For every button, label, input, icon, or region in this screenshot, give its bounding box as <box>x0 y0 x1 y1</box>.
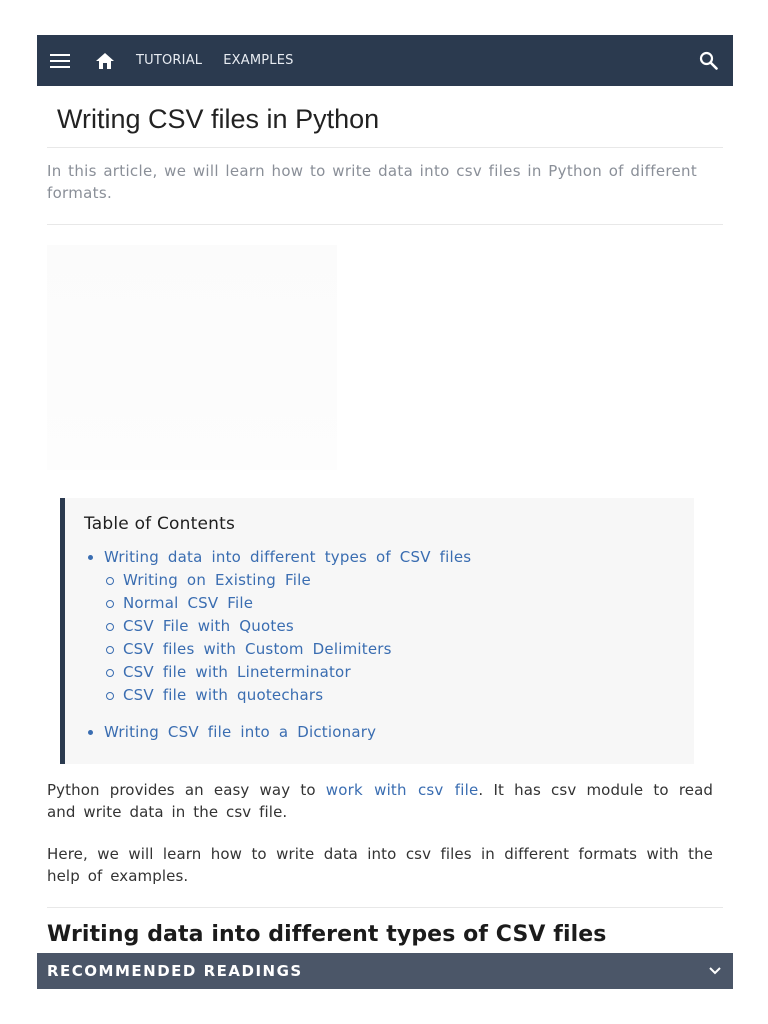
toc-link-existing-file[interactable]: Writing on Existing File <box>123 571 311 589</box>
paragraph-formats: Here, we will learn how to write data into csv files in different formats with the help of examples. <box>47 845 713 885</box>
toc-spacer <box>84 707 675 721</box>
paragraph-text: . It has csv module to read and write data in the csv file. <box>47 781 714 821</box>
title-divider <box>47 147 723 148</box>
section-heading: Writing data into different types of CSV files <box>47 922 607 947</box>
paragraph-text: Python provides an easy way to <box>47 781 326 799</box>
intro-divider <box>47 224 723 225</box>
toc-link-dictionary[interactable]: Writing CSV file into a Dictionary <box>104 723 377 741</box>
toc-link-quotechars[interactable]: CSV file with quotechars <box>123 686 324 704</box>
work-with-csv-link[interactable]: work with csv file <box>325 781 479 799</box>
home-icon[interactable] <box>94 50 116 72</box>
chevron-down-icon[interactable] <box>707 963 723 979</box>
article-intro: In this article, we will learn how to write data into csv files in Python of different formats. <box>47 162 697 202</box>
toc-subitem <box>84 638 675 661</box>
toc-list <box>84 546 675 744</box>
toc-subitem <box>84 684 675 707</box>
toc-subitem <box>84 569 675 592</box>
toc-subitem <box>84 661 675 684</box>
toc-link-quotes[interactable]: CSV File with Quotes <box>123 617 294 635</box>
page-title: Writing CSV files in Python <box>57 104 380 134</box>
recommended-readings-label: RECOMMENDED READINGS <box>47 962 303 980</box>
toc-title: Table of Contents <box>84 514 236 534</box>
toc-link-lineterminator[interactable]: CSV file with Lineterminator <box>123 663 351 681</box>
search-icon[interactable] <box>697 50 719 72</box>
menu-icon[interactable] <box>49 50 71 72</box>
nav-link-tutorial[interactable]: TUTORIAL <box>136 53 203 68</box>
toc-link-writing-data[interactable]: Writing data into different types of CSV files <box>104 548 472 566</box>
ad-placeholder <box>47 245 337 470</box>
toc-item <box>84 546 675 569</box>
toc-subitem <box>84 592 675 615</box>
top-navbar <box>37 35 733 86</box>
toc-subitem <box>84 615 675 638</box>
toc-link-normal-csv[interactable]: Normal CSV File <box>123 594 254 612</box>
paragraph-intro-csv <box>47 779 713 823</box>
nav-link-examples[interactable]: EXAMPLES <box>223 53 294 68</box>
toc-item <box>84 721 675 744</box>
section-divider <box>47 907 723 908</box>
toc-link-delimiters[interactable]: CSV files with Custom Delimiters <box>123 640 392 658</box>
table-of-contents <box>60 498 694 764</box>
recommended-readings-bar[interactable] <box>37 953 733 989</box>
